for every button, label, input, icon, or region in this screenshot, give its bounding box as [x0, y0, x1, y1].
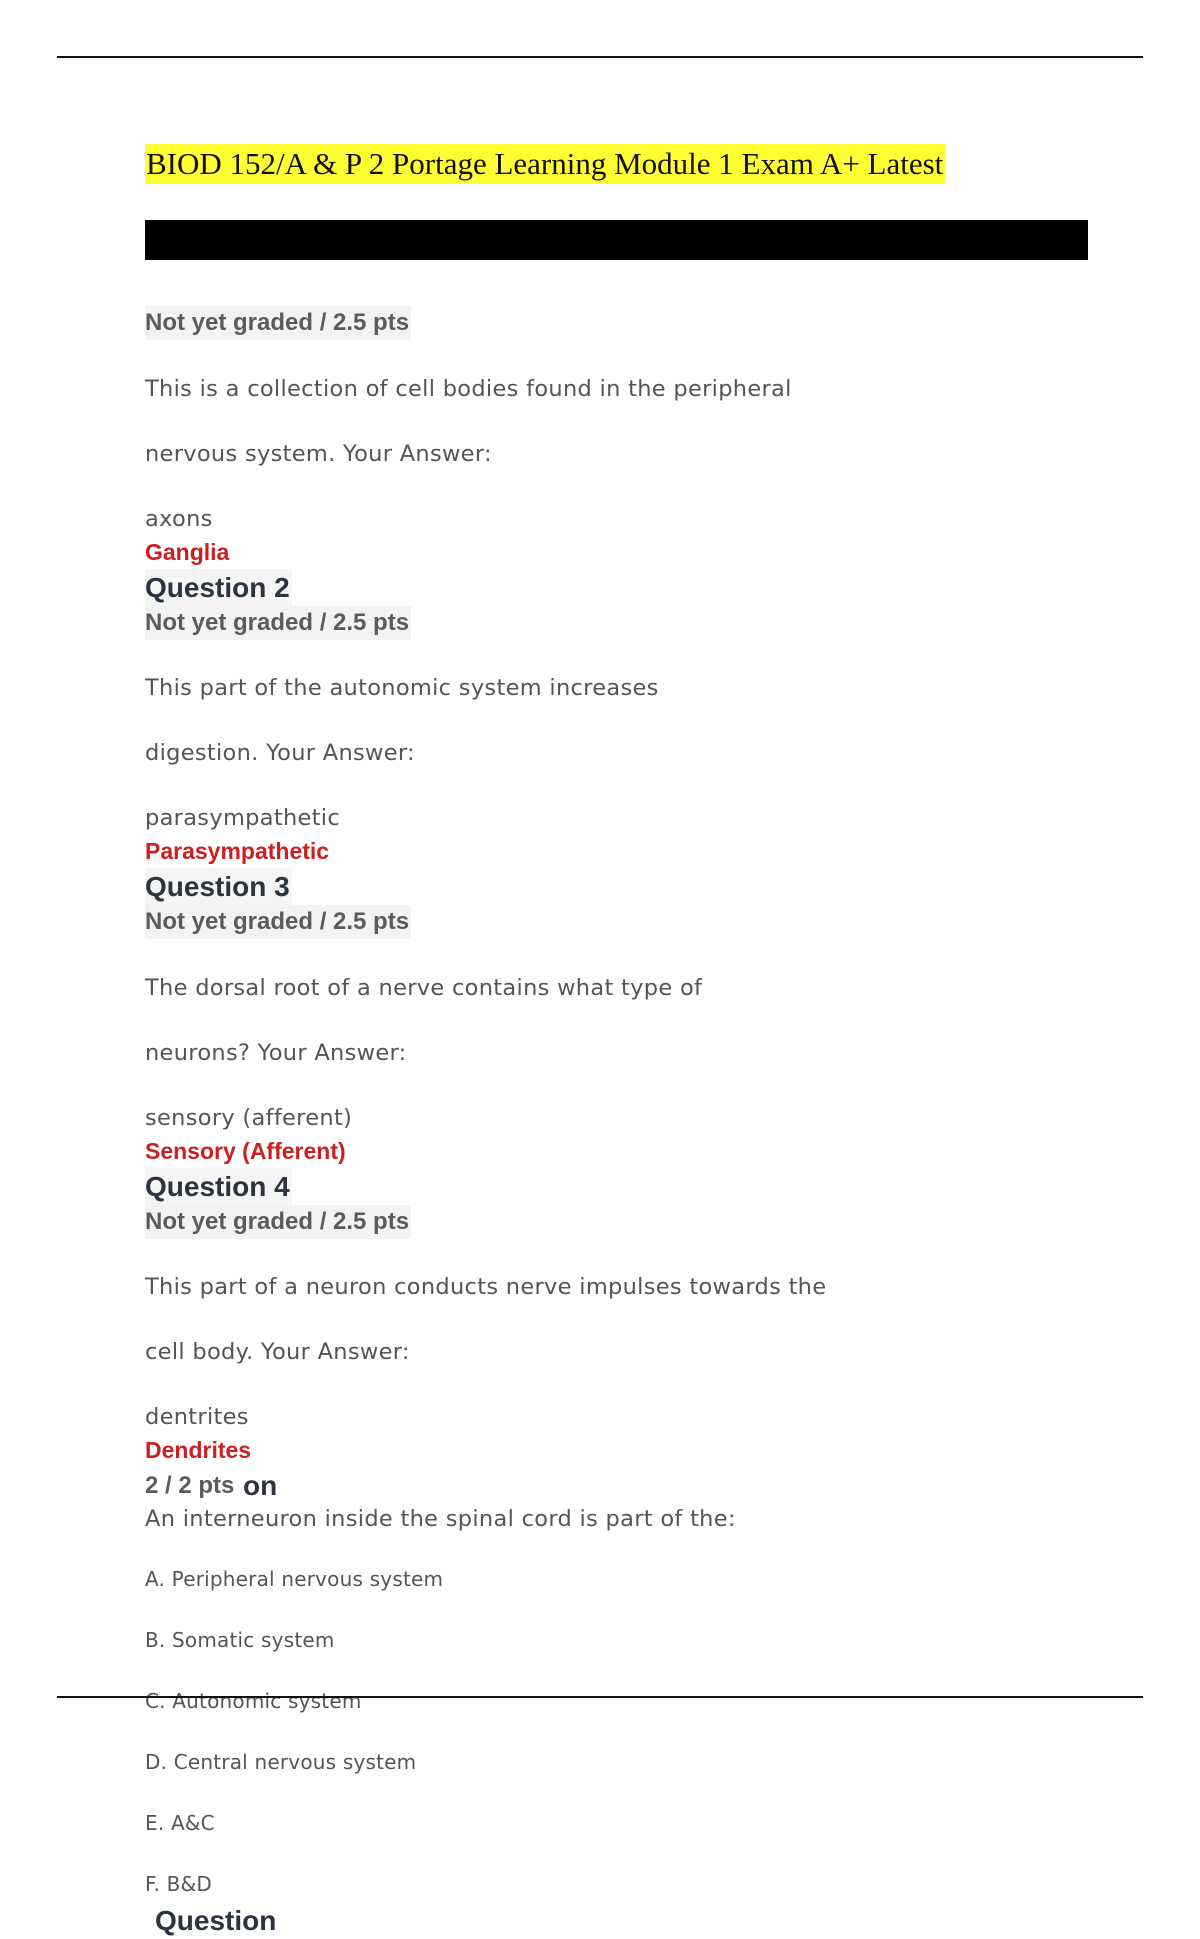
question-text-line: This part of the autonomic system increases — [145, 675, 659, 701]
question-text — [145, 340, 1145, 503]
your-answer: axons — [145, 505, 213, 532]
question-text-line: cell body. Your Answer: — [145, 1339, 410, 1365]
question-points-row — [145, 1469, 1145, 1503]
option-a: A. Peripheral nervous system — [145, 1566, 444, 1591]
top-rule — [57, 56, 1143, 58]
option-d: D. Central nervous system — [145, 1749, 417, 1774]
document-title: BIOD 152/A & P 2 Portage Learning Module 1 Exam A+ Latest — [145, 144, 945, 184]
question-4 — [145, 1168, 1145, 1468]
your-answer: sensory (afferent) — [145, 1104, 353, 1131]
redaction-bar — [145, 220, 1088, 260]
question-text-line: The dorsal root of a nerve contains what type of — [145, 974, 703, 1001]
your-answer: parasympathetic — [145, 805, 341, 831]
option-f: F. B&D — [145, 1871, 212, 1896]
question-1 — [145, 306, 1145, 569]
question-3 — [145, 868, 1145, 1168]
correct-answer: Dendrites — [145, 1437, 252, 1463]
question-text — [145, 1239, 1145, 1402]
question-points: Not yet graded / 2.5 pts — [145, 905, 411, 939]
question-text-line: This part of a neuron conducts nerve impulses towards the — [145, 1274, 827, 1300]
your-answer: dentrites — [145, 1404, 249, 1430]
exam-content — [145, 306, 1145, 1936]
question-text-line: This is a collection of cell bodies found in the peripheral — [145, 375, 792, 402]
answer-options — [145, 1566, 1145, 1898]
question-text-line: digestion. Your Answer: — [145, 740, 415, 766]
question-points: 2 / 2 pts — [145, 1472, 235, 1499]
bottom-rule — [57, 1696, 1143, 1698]
question-points: Not yet graded / 2.5 pts — [145, 1205, 411, 1239]
overlapped-heading-text: on — [243, 1470, 278, 1501]
question-text-line: nervous system. Your Answer: — [145, 440, 492, 467]
correct-answer: Sensory (Afferent) — [145, 1137, 346, 1164]
question-text-line: neurons? Your Answer: — [145, 1039, 407, 1066]
next-question-heading-clipped — [145, 1902, 1145, 1936]
question-text — [145, 640, 1145, 803]
question-2 — [145, 569, 1145, 869]
question-text: An interneuron inside the spinal cord is part of the: — [145, 1506, 736, 1532]
question-points: Not yet graded / 2.5 pts — [145, 606, 411, 640]
option-e: E. A&C — [145, 1810, 215, 1835]
question-points: Not yet graded / 2.5 pts — [145, 306, 411, 340]
option-b: B. Somatic system — [145, 1627, 335, 1652]
question-heading: Question 4 — [145, 1168, 292, 1205]
question-text — [145, 939, 1145, 1102]
correct-answer: Ganglia — [145, 538, 230, 565]
overlapped-heading-fragment — [243, 1470, 283, 1501]
question-heading: Question 3 — [145, 868, 292, 905]
correct-answer: Parasympathetic — [145, 838, 330, 864]
question-5 — [145, 1469, 1145, 1898]
option-c: C. Autonomic system — [145, 1688, 362, 1713]
question-heading: Question 2 — [145, 569, 292, 606]
next-question-heading-text: Question — [155, 1904, 277, 1936]
